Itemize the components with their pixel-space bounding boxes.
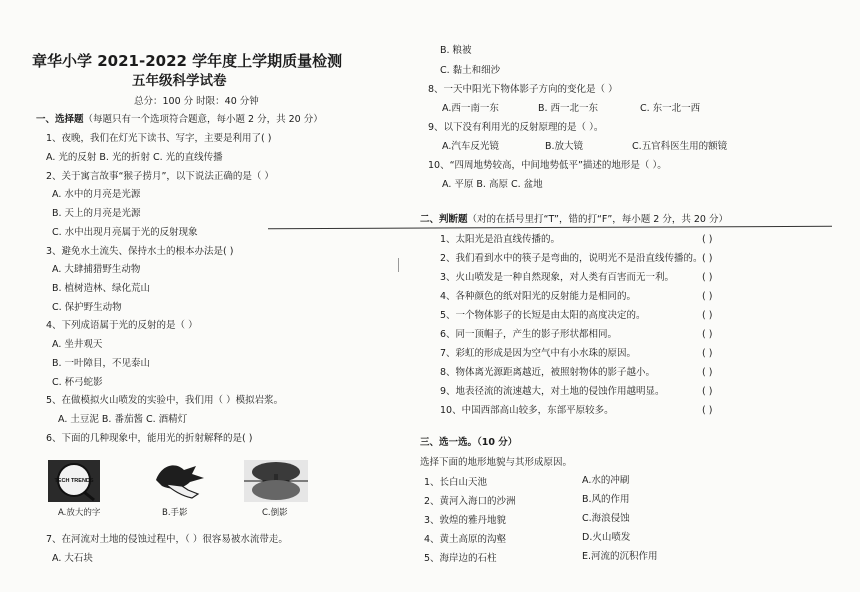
q4-option-b: B. 一叶障目，不见泰山 — [52, 358, 151, 369]
q2-option-b: B. 天上的月亮是光源 — [52, 208, 141, 219]
section1-heading — [36, 114, 323, 126]
match-left-2: 2、黄河入海口的沙洲 — [424, 496, 516, 507]
match-left-1: 1、长白山天池 — [424, 477, 488, 488]
judge-item-4: 4、各种颜色的纸对阳光的反射能力是相同的。 — [440, 291, 637, 302]
reflection-figure — [244, 460, 308, 502]
q8-option-a: A.西一南一东 — [442, 103, 499, 114]
judge-item-3: 3、火山喷发是一种自然现象，对人类有百害而无一利。 — [440, 272, 675, 283]
q9-option-c: C.五官科医生用的额镜 — [632, 141, 728, 152]
section3-instruction: 选择下面的地形地貌与其形成原因。 — [420, 457, 573, 468]
section2-heading-label: 二、判断题 — [420, 214, 468, 225]
judge-answer-5[interactable]: ( ) — [702, 310, 713, 321]
match-left-4: 4、黄土高原的沟壑 — [424, 534, 507, 545]
match-right-e: E.河流的沉积作用 — [582, 551, 658, 562]
q9-option-b: B.放大镜 — [545, 141, 584, 152]
section1-heading-label: 一、选择题 — [36, 114, 84, 125]
q8-option-b: B. 西一北一东 — [538, 103, 599, 114]
scan-mark — [398, 258, 399, 272]
q4-option-a: A. 坐井观天 — [52, 339, 103, 350]
judge-item-6: 6、同一顶帽子，产生的影子形状都相同。 — [440, 329, 618, 340]
q8-option-c: C. 东一北一西 — [640, 103, 701, 114]
q8-stem: 8、一天中阳光下物体影子方向的变化是（ ） — [428, 84, 618, 95]
exam-info: 总分：100 分 时限：40 分钟 — [134, 96, 259, 107]
judge-item-7: 7、彩虹的形成是因为空气中有小水珠的原因。 — [440, 348, 637, 359]
section2-heading-note: （对的在括号里打“T”，错的打“F”，每小题 2 分，共 20 分） — [467, 214, 728, 225]
q4-stem: 4、下列成语属于光的反射的是（ ） — [46, 320, 198, 331]
q10-stem: 10、“四周地势较高，中间地势低平”描述的地形是（ ）。 — [428, 160, 667, 171]
match-right-d: D.火山喷发 — [582, 532, 631, 543]
q10-options: A. 平原 B. 高原 C. 盆地 — [442, 179, 543, 190]
judge-answer-1[interactable]: ( ) — [702, 234, 713, 245]
match-left-5: 5、海岸边的石柱 — [424, 553, 497, 564]
judge-item-10: 10、中国西部高山较多，东部平原较多。 — [440, 405, 614, 416]
magnified-text-figure — [48, 460, 100, 502]
match-left-3: 3、敦煌的雅丹地貌 — [424, 515, 507, 526]
section3-heading: 三、选一选。（10 分） — [420, 437, 518, 448]
judge-answer-2[interactable]: ( ) — [702, 253, 713, 264]
q7-option-c: C. 黏土和细沙 — [440, 65, 501, 76]
q3-option-b: B. 植树造林、绿化荒山 — [52, 283, 151, 294]
match-right-a: A.水的冲刷 — [582, 475, 630, 486]
judge-item-5: 5、一个物体影子的长短是由太阳的高度决定的。 — [440, 310, 646, 321]
q9-option-a: A.汽车反光镜 — [442, 141, 499, 152]
judge-answer-8[interactable]: ( ) — [702, 367, 713, 378]
judge-answer-7[interactable]: ( ) — [702, 348, 713, 359]
q5-stem: 5、在做模拟火山喷发的实验中，我们用（ ）模拟岩浆。 — [46, 395, 284, 406]
q9-stem: 9、以下没有利用光的反射原理的是（ ）。 — [428, 122, 604, 133]
judge-item-2: 2、我们看到水中的筷子是弯曲的，说明光不是沿直线传播的。 — [440, 253, 703, 264]
q6-stem: 6、下面的几种现象中，能用光的折射解释的是( ) — [46, 433, 253, 444]
section1-heading-note: （每题只有一个选项符合题意，每小题 2 分，共 20 分） — [83, 114, 323, 125]
q3-option-a: A. 大肆捕猎野生动物 — [52, 264, 141, 275]
judge-answer-4[interactable]: ( ) — [702, 291, 713, 302]
match-right-c: C.海浪侵蚀 — [582, 513, 630, 524]
figure-b-label: B.手影 — [162, 508, 188, 518]
figure-c-label: C.倒影 — [262, 508, 288, 518]
q1-options: A. 光的反射 B. 光的折射 C. 光的直线传播 — [46, 152, 223, 163]
hand-shadow-figure — [152, 460, 210, 502]
exam-subtitle: 五年级科学试卷 — [132, 73, 227, 89]
section-divider-line — [268, 226, 832, 229]
q3-option-c: C. 保护野生动物 — [52, 302, 122, 313]
q1-stem: 1、夜晚，我们在灯光下读书、写字，主要是利用了( ) — [46, 133, 272, 144]
judge-item-8: 8、物体离光源距离越近，被照射物体的影子越小。 — [440, 367, 656, 378]
q7-option-a: A. 大石块 — [52, 553, 93, 564]
judge-item-9: 9、地表径流的流速越大，对土地的侵蚀作用越明显。 — [440, 386, 665, 397]
judge-answer-6[interactable]: ( ) — [702, 329, 713, 340]
q7-option-b: B. 粮被 — [440, 45, 472, 56]
judge-item-1: 1、太阳光是沿直线传播的。 — [440, 234, 561, 245]
match-right-b: B.风的作用 — [582, 494, 630, 505]
figure-a-label: A.放大的字 — [58, 508, 101, 518]
q2-option-a: A. 水中的月亮是光源 — [52, 189, 141, 200]
judge-answer-3[interactable]: ( ) — [702, 272, 713, 283]
judge-answer-10[interactable]: ( ) — [702, 405, 713, 416]
exam-title: 章华小学 2021-2022 学年度上学期质量检测 — [32, 52, 343, 70]
q2-option-c: C. 水中出现月亮属于光的反射现象 — [52, 227, 198, 238]
tech-trends-text: TECH TRENDS — [54, 478, 94, 484]
q4-option-c: C. 杯弓蛇影 — [52, 377, 103, 388]
q3-stem: 3、避免水土流失、保持水土的根本办法是( ) — [46, 246, 234, 257]
q7-stem: 7、在河流对土地的侵蚀过程中，（ ）很容易被水流带走。 — [46, 534, 288, 545]
q5-options: A. 土豆泥 B. 番茄酱 C. 酒精灯 — [58, 414, 188, 425]
q2-stem: 2、关于寓言故事“猴子捞月”，以下说法正确的是（ ） — [46, 171, 274, 182]
judge-answer-9[interactable]: ( ) — [702, 386, 713, 397]
section2-heading — [420, 214, 728, 226]
